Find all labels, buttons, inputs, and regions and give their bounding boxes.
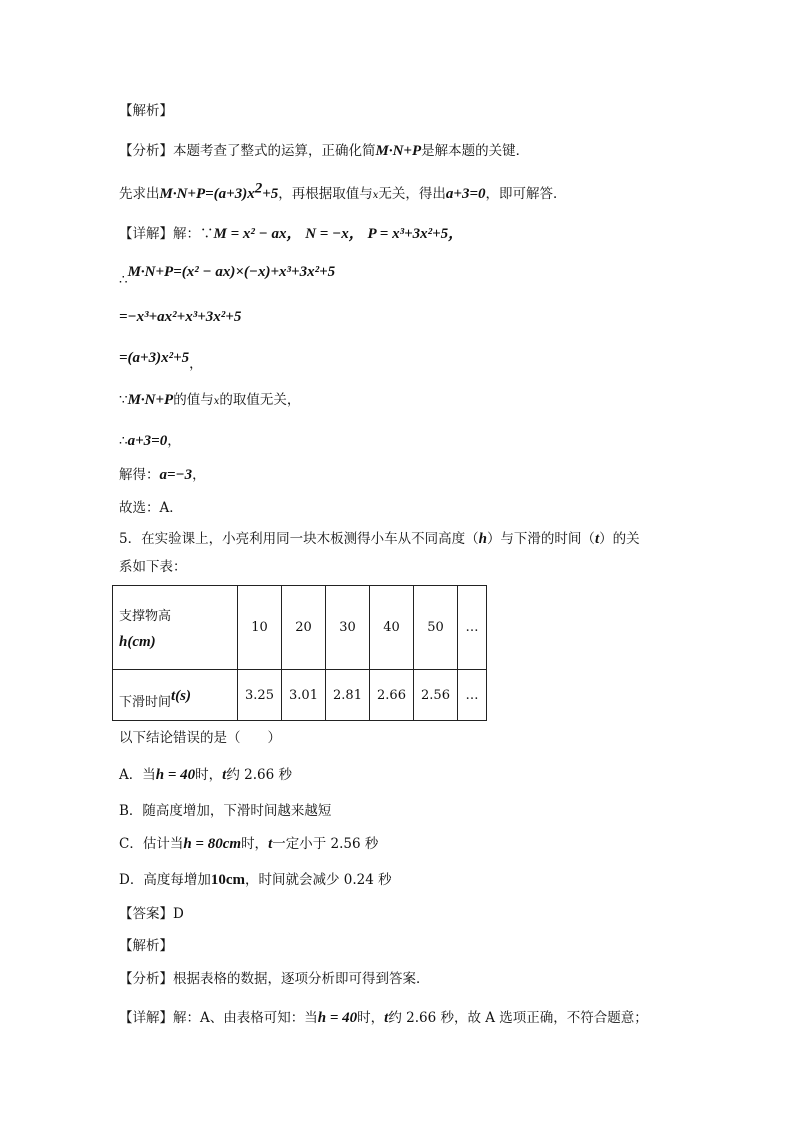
table-cell: 3.01 — [282, 670, 326, 721]
therefore-symbol: ∴ — [119, 272, 128, 288]
q5-var-h: h — [478, 531, 487, 547]
analysis-fenxi — [119, 141, 529, 161]
detail-given: M = x² − ax， N = −x， P = x³+3x²+5， — [213, 226, 464, 242]
table-row-height — [113, 586, 487, 670]
step-3 — [119, 348, 203, 372]
because-symbol: ∵ — [119, 392, 128, 408]
fenxi-label: 【分析】 — [119, 143, 173, 159]
option-a-expr: h = 40 — [155, 767, 196, 783]
strategy-expr: M·N+P=(a+3)x — [159, 186, 255, 202]
option-c-post: 一定小于 2.56 秒 — [272, 836, 379, 852]
q5-fenxi: 【分析】根据表格的数据，逐项分析即可得到答案． — [119, 971, 430, 987]
table-cell: 2.66 — [370, 670, 414, 721]
option-d-expr: 10cm — [210, 872, 245, 888]
because-text-a: 的值与 — [173, 392, 214, 408]
q5-line1-mid: ）与下滑的时间（ — [486, 531, 595, 547]
q5-analysis-heading: 【解析】 — [119, 938, 173, 954]
table-cell: 40 — [370, 586, 414, 670]
q5-detail-b: 时， — [357, 1010, 385, 1026]
strategy-b: ，再根据取值与 — [278, 186, 373, 202]
therefore-symbol-2: ∴ — [119, 433, 128, 449]
option-a-pre: A．当 — [119, 767, 156, 783]
option-d-mid: ，时间就会减少 0.24 秒 — [244, 872, 392, 888]
solve-line — [119, 465, 206, 485]
option-b-pre: B．随高度增加，下滑时间越来越短 — [119, 803, 332, 819]
therefore-line — [119, 431, 181, 451]
option-a — [119, 765, 292, 785]
strategy-d: ，即可解答． — [485, 186, 567, 202]
fenxi-text-a: 本题考查了整式的运算，正确化简 — [173, 143, 376, 159]
option-d-pre: D．高度每增加 — [119, 872, 211, 888]
table-cell: 2.56 — [414, 670, 458, 721]
q5-detail — [119, 1008, 648, 1028]
because-line — [119, 390, 300, 412]
q5-detail-var: t — [384, 1010, 389, 1026]
option-c-expr: h = 80cm — [183, 836, 242, 852]
option-a-var: t — [222, 767, 227, 783]
row2-label: 下滑时间 — [119, 695, 172, 710]
strategy-var: x — [372, 190, 379, 201]
row1-header — [113, 586, 238, 670]
step3-expr: =(a+3)x²+5 — [119, 350, 190, 366]
q5-line1-end: ）的关 — [599, 531, 640, 547]
q5-prompt: 以下结论错误的是（ ） — [119, 730, 281, 746]
row1-unit: h(cm) — [119, 633, 156, 650]
option-c-mid: 时， — [241, 836, 269, 852]
q5-stem-line1 — [119, 529, 640, 549]
strategy-expr2: a+3=0 — [445, 186, 486, 202]
table-cell: 2.81 — [326, 670, 370, 721]
detail-a: 解：∵ — [173, 226, 214, 242]
option-c-var: t — [268, 836, 273, 852]
q5-detail-c: 约 2.66 秒，故 A 选项正确，不符合题意； — [388, 1010, 648, 1026]
therefore-tail: ， — [167, 433, 181, 449]
because-var: x — [213, 396, 220, 407]
solve-expr: a=−3 — [159, 467, 193, 483]
therefore-expr: a+3=0 — [127, 433, 168, 449]
q5-detail-a: 【详解】解：A、由表格可知：当 — [119, 1010, 318, 1026]
analysis-detail — [119, 224, 463, 244]
strategy-c: 无关，得出 — [378, 186, 446, 202]
strategy-a: 先求出 — [119, 186, 160, 202]
table-cell: 50 — [414, 586, 458, 670]
step1-expr: M·N+P=(x² − ax)×(−x)+x³+3x²+5 — [127, 264, 336, 280]
table-cell: 30 — [326, 586, 370, 670]
row1-label: 支撑物高 — [119, 608, 172, 624]
strategy-expr-tail: +5 — [262, 186, 279, 202]
because-expr: M·N+P — [127, 392, 174, 408]
q5-stem-line2: 系如下表： — [119, 559, 187, 575]
table-cell: 20 — [282, 586, 326, 670]
step3-tail: ， — [189, 356, 203, 372]
option-d — [119, 870, 392, 890]
fenxi-text-b: 是解本题的关键． — [421, 143, 530, 159]
table-cell: 3.25 — [238, 670, 282, 721]
q5-var-t: t — [594, 531, 600, 547]
row2-header — [113, 670, 238, 721]
analysis-strategy — [119, 180, 567, 206]
table-cell: … — [458, 670, 487, 721]
detail-label: 【详解】 — [119, 226, 173, 242]
q5-detail-expr: h = 40 — [317, 1010, 358, 1026]
fenxi-expr: M·N+P — [375, 143, 422, 159]
solve-tail: ， — [192, 467, 206, 483]
strategy-exp: 2 — [254, 180, 263, 197]
data-table — [112, 585, 487, 721]
table-cell: … — [458, 586, 487, 670]
q5-line1: 5．在实验课上，小亮利用同一块木板测得小车从不同高度（ — [119, 531, 479, 547]
step-1 — [119, 262, 336, 288]
option-a-post: 约 2.66 秒 — [226, 767, 292, 783]
option-c-pre: C．估计当 — [119, 836, 184, 852]
q5-answer: 【答案】D — [119, 906, 184, 922]
step-2 — [119, 307, 241, 327]
analysis-heading: 【解析】 — [119, 103, 173, 119]
table-cell: 10 — [238, 586, 282, 670]
solve-label: 解得： — [119, 467, 160, 483]
because-text-b: 的取值无关， — [219, 392, 301, 408]
option-c — [119, 834, 378, 854]
option-b — [119, 801, 331, 821]
option-a-mid: 时， — [195, 767, 223, 783]
table-row-time — [113, 670, 487, 721]
row2-unit: t(s) — [171, 688, 192, 704]
step2-expr: =−x³+ax²+x³+3x²+5 — [119, 309, 242, 325]
choose-line: 故选：A． — [119, 500, 183, 516]
